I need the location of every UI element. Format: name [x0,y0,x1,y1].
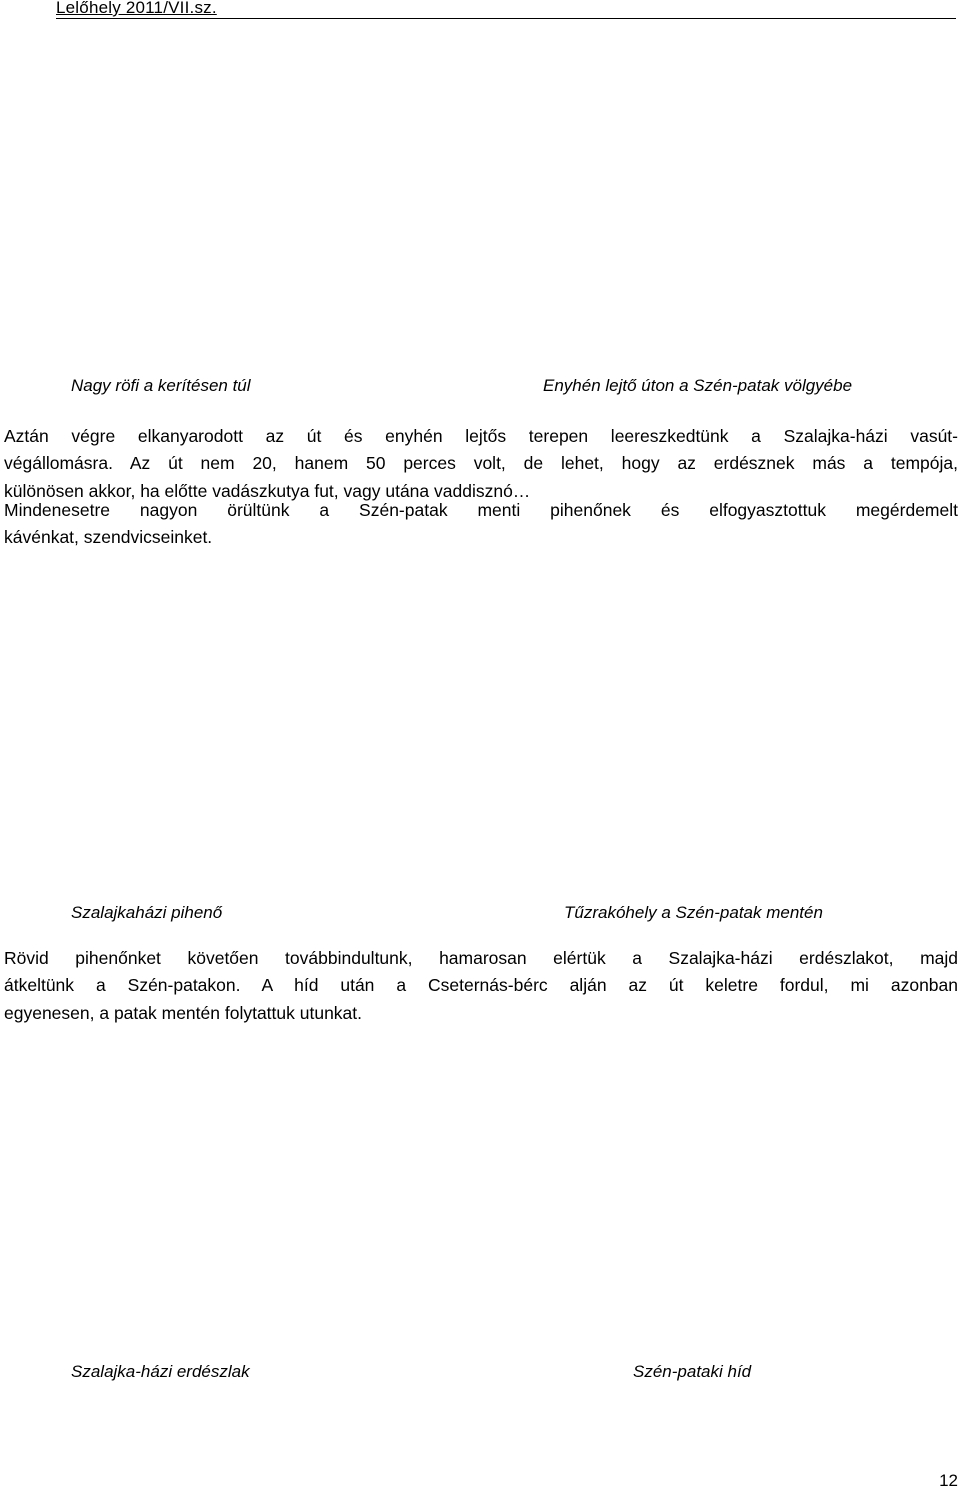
paragraph-continue [4,945,958,1027]
photo-caption-right: Enyhén lejtő úton a Szén-patak völgyébe [543,376,853,395]
paragraph-line: Rövid pihenőnket követően továbbindultunk, hamarosan elértük a Szalajka-házi erdészlakot, majd [4,948,958,968]
paragraph-arrival [4,423,958,505]
photo-caption-left: Nagy röfi a kerítésen túl [71,376,251,395]
photo-caption-right: Szén-pataki híd [633,1362,752,1381]
page-header [56,0,956,19]
paragraph-line: különösen akkor, ha előtte vadászkutya fut, vagy utána vaddisznó… [4,480,531,501]
paragraph-line: egyenesen, a patak mentén folytattuk utunkat. [4,1002,363,1023]
page-number: 12 [939,1471,958,1490]
paragraph-line: Mindenesetre nagyon örültünk a Szén-patak menti pihenőnek és elfogyasztottuk megérdemelt [4,500,958,520]
paragraph-line: végállomásra. Az út nem 20, hanem 50 perces volt, de lehet, hogy az erdésznek más a tempója, [4,453,958,474]
paragraph-line: átkeltünk a Szén-patakon. A híd után a Cseternás-bérc alján az út keletre fordul, mi azonban [4,975,958,996]
paragraph-line: Aztán végre elkanyarodott az út és enyhén lejtős terepen leereszkedtünk a Szalajka-házi vasút- [4,426,958,446]
photo-caption-right: Tűzrakóhely a Szén-patak mentén [564,903,823,922]
header-source-label: Lelőhely 2011/VII.sz. [56,0,217,17]
photo-caption-left: Szalajkaházi pihenő [71,903,223,922]
paragraph-line: kávénkat, szendvicseinket. [4,527,213,548]
photo-caption-left: Szalajka-házi erdészlak [71,1362,250,1381]
paragraph-rest [4,497,958,552]
